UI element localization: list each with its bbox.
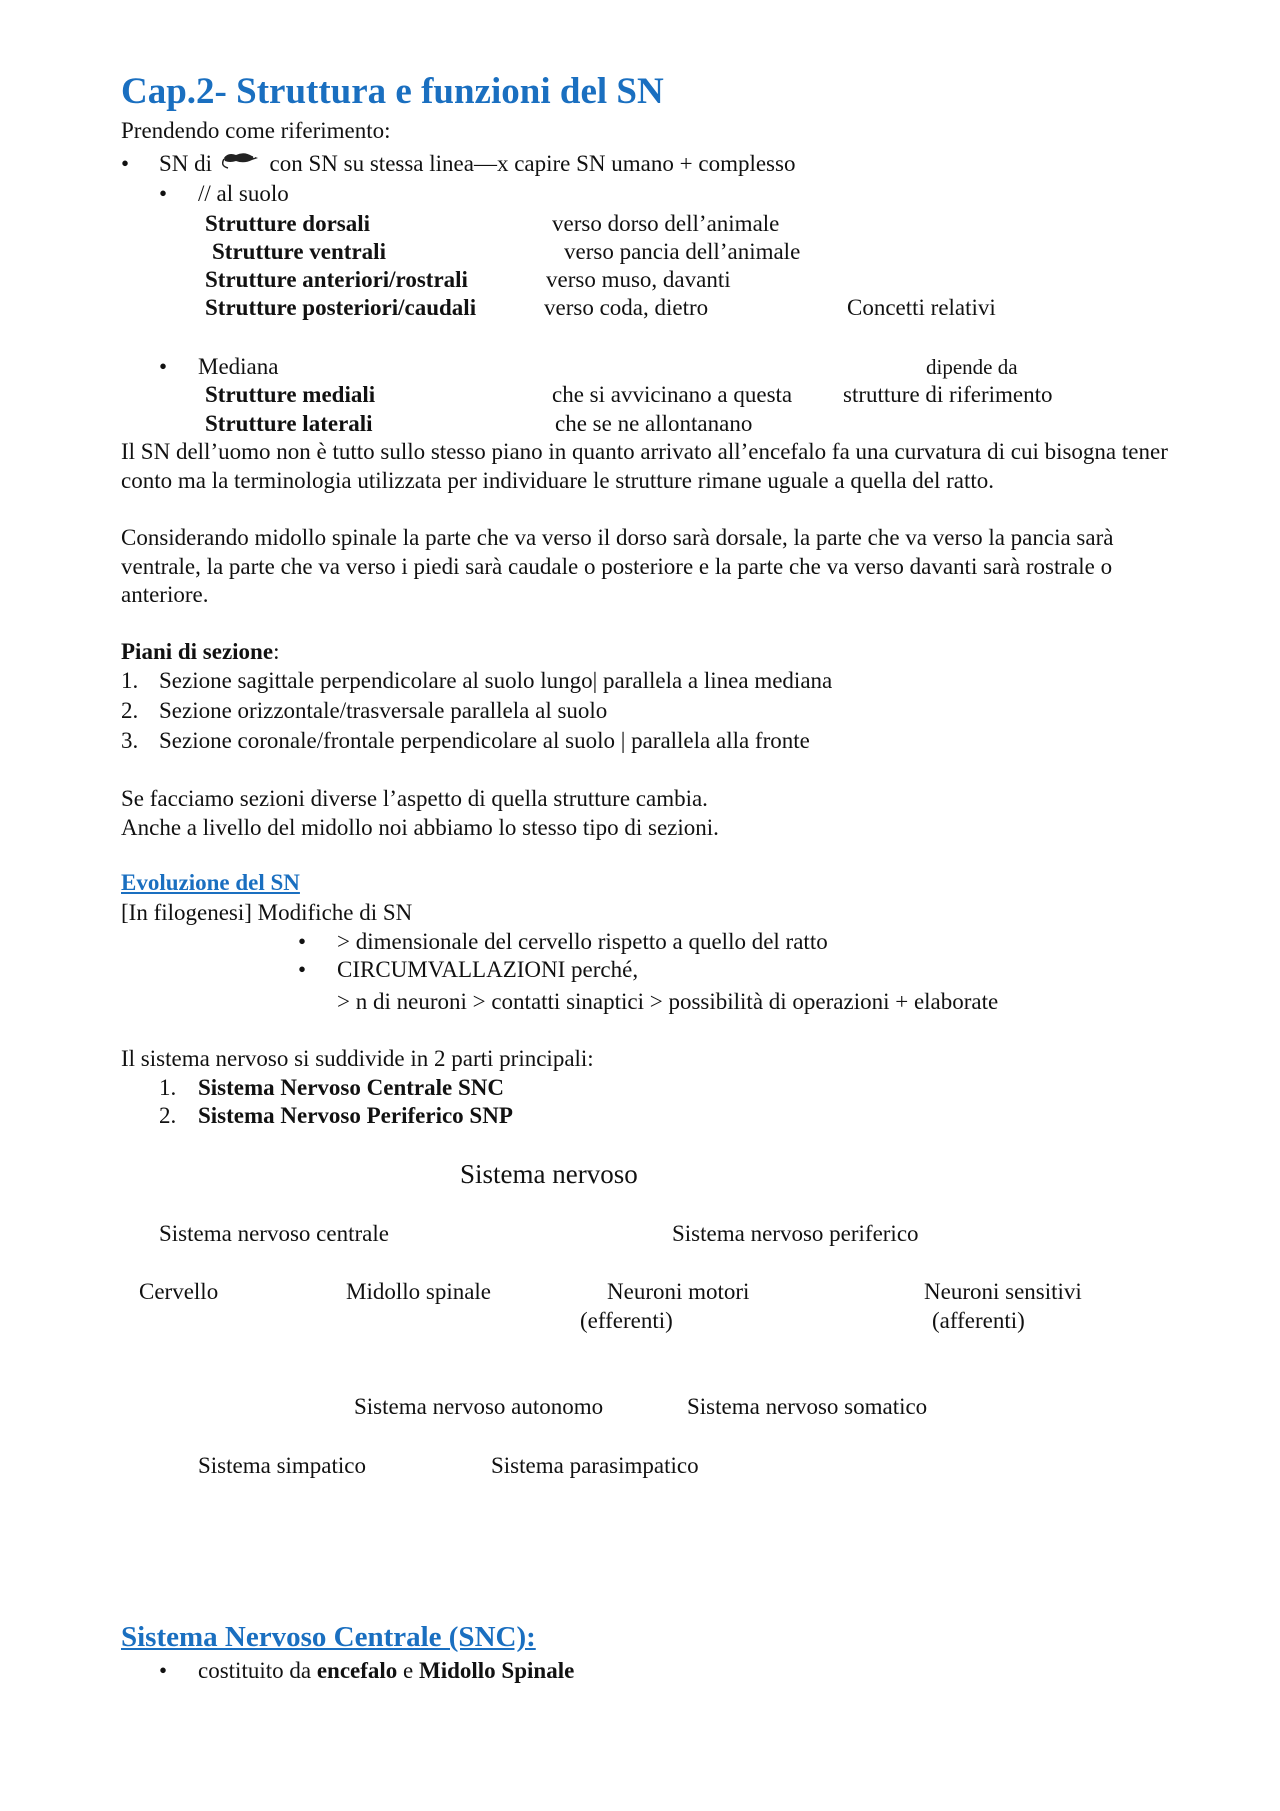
piani-heading bbox=[121, 638, 279, 666]
list-number: 1. bbox=[159, 1075, 177, 1100]
term: Strutture anteriori/rostrali bbox=[205, 267, 468, 292]
snc-bullet-encefalo: encefalo bbox=[316, 1658, 398, 1683]
bullet-text: // al suolo bbox=[198, 181, 289, 206]
list-item: Sezione sagittale perpendicolare al suolo lungo| parallela a linea mediana bbox=[159, 668, 833, 693]
term: Strutture ventrali bbox=[212, 239, 386, 264]
list-item: Sezione coronale/frontale perpendicolare al suolo | parallela alla fronte bbox=[159, 728, 810, 753]
tree-node-simpatico: Sistema simpatico bbox=[198, 1453, 367, 1478]
bullet-marker: • bbox=[159, 181, 168, 206]
bullet-marker: • bbox=[159, 354, 168, 379]
tree-node-cervello: Cervello bbox=[139, 1279, 219, 1304]
tree-node-efferenti: (efferenti) bbox=[580, 1308, 673, 1333]
evoluzione-heading-link[interactable]: Evoluzione del SN bbox=[121, 870, 300, 895]
term: Strutture posteriori/caudali bbox=[205, 295, 477, 320]
bullet-text-before: SN di bbox=[159, 151, 213, 176]
paragraph: Il SN dell’uomo non è tutto sullo stesso piano in quanto arrivato all’encefalo fa una curvatura di cui bisogna tener conto ma la terminologia utilizzata per individuare le strutture rimane uguale a quella del ratto. bbox=[121, 439, 1168, 493]
list-number: 1. bbox=[121, 668, 139, 693]
term-desc: che si avvicinano a questa bbox=[552, 382, 793, 407]
bullet-text: Mediana bbox=[198, 354, 279, 379]
snc-bullet-midollo: Midollo Spinale bbox=[419, 1658, 575, 1683]
tree-node-midollo: Midollo spinale bbox=[346, 1279, 492, 1304]
term-desc: verso muso, davanti bbox=[546, 267, 731, 292]
tree-node-parasimpatico: Sistema parasimpatico bbox=[491, 1453, 699, 1478]
bullet-text: > dimensionale del cervello rispetto a quello del ratto bbox=[337, 929, 828, 954]
paragraph: Se facciamo sezioni diverse l’aspetto di quella strutture cambia. bbox=[121, 786, 708, 811]
bullet-text-after: con SN su stessa linea—x capire SN umano + complesso bbox=[269, 151, 796, 176]
list-number: 3. bbox=[121, 728, 139, 753]
note-strutture-riferimento: strutture di riferimento bbox=[843, 382, 1053, 407]
term-desc: verso pancia dell’animale bbox=[564, 239, 801, 264]
bullet-text: CIRCUMVALLAZIONI perché, bbox=[337, 957, 639, 982]
snc-heading-link[interactable]: Sistema Nervoso Centrale (SNC): bbox=[121, 1621, 536, 1653]
tree-node-somatico: Sistema nervoso somatico bbox=[687, 1394, 928, 1419]
piani-colon: : bbox=[273, 639, 280, 664]
note-concetti-relativi: Concetti relativi bbox=[847, 295, 996, 320]
piani-label: Piani di sezione bbox=[121, 639, 274, 664]
tree-node-snp: Sistema nervoso periferico bbox=[672, 1221, 919, 1246]
bullet-marker: • bbox=[298, 929, 307, 954]
evoluzione-intro: [In filogenesi] Modifiche di SN bbox=[121, 900, 413, 925]
bullet-text bbox=[198, 1657, 574, 1685]
tree-node-motori: Neuroni motori bbox=[607, 1279, 750, 1304]
list-item: Sezione orizzontale/trasversale parallela al suolo bbox=[159, 698, 608, 723]
tree-root: Sistema nervoso bbox=[460, 1159, 638, 1189]
intro-text: Prendendo come riferimento: bbox=[121, 118, 391, 143]
list-item: Sistema Nervoso Centrale SNC bbox=[198, 1075, 504, 1100]
bullet-marker: • bbox=[298, 957, 307, 982]
bullet-marker: • bbox=[121, 151, 130, 176]
paragraph: Considerando midollo spinale la parte che va verso il dorso sarà dorsale, la parte che va verso la pancia sarà ventrale, la parte che va verso i piedi sarà caudale o posteriore e la parte che va verso davanti sarà rostrale o anteriore. bbox=[121, 525, 1114, 607]
term: Strutture mediali bbox=[205, 382, 376, 407]
term-desc: verso dorso dell’animale bbox=[552, 211, 780, 236]
term: Strutture dorsali bbox=[205, 211, 371, 236]
paragraph: Anche a livello del midollo noi abbiamo lo stesso tipo di sezioni. bbox=[121, 815, 719, 840]
tree-node-autonomo: Sistema nervoso autonomo bbox=[354, 1394, 604, 1419]
bullet-marker: • bbox=[159, 1658, 168, 1683]
term: Strutture laterali bbox=[205, 411, 373, 436]
page-title: Cap.2- Struttura e funzioni del SN bbox=[121, 71, 664, 112]
list-number: 2. bbox=[159, 1103, 177, 1128]
list-number: 2. bbox=[121, 698, 139, 723]
tree-node-afferenti: (afferenti) bbox=[932, 1308, 1025, 1333]
rat-icon bbox=[222, 150, 260, 179]
list-item: Sistema Nervoso Periferico SNP bbox=[198, 1103, 513, 1128]
term-desc: che se ne allontanano bbox=[555, 411, 753, 436]
bullet-continuation: > n di neuroni > contatti sinaptici > possibilità di operazioni + elaborate bbox=[337, 989, 999, 1014]
note-dipende-da: dipende da bbox=[926, 355, 1018, 379]
tree-node-snc: Sistema nervoso centrale bbox=[159, 1221, 389, 1246]
paragraph: Il sistema nervoso si suddivide in 2 parti principali: bbox=[121, 1046, 594, 1071]
tree-node-sensitivi: Neuroni sensitivi bbox=[924, 1279, 1082, 1304]
term-desc: verso coda, dietro bbox=[544, 295, 709, 320]
snc-bullet-mid: e bbox=[403, 1658, 414, 1683]
bullet-text bbox=[159, 150, 795, 179]
snc-bullet-pre: costituito da bbox=[198, 1658, 312, 1683]
